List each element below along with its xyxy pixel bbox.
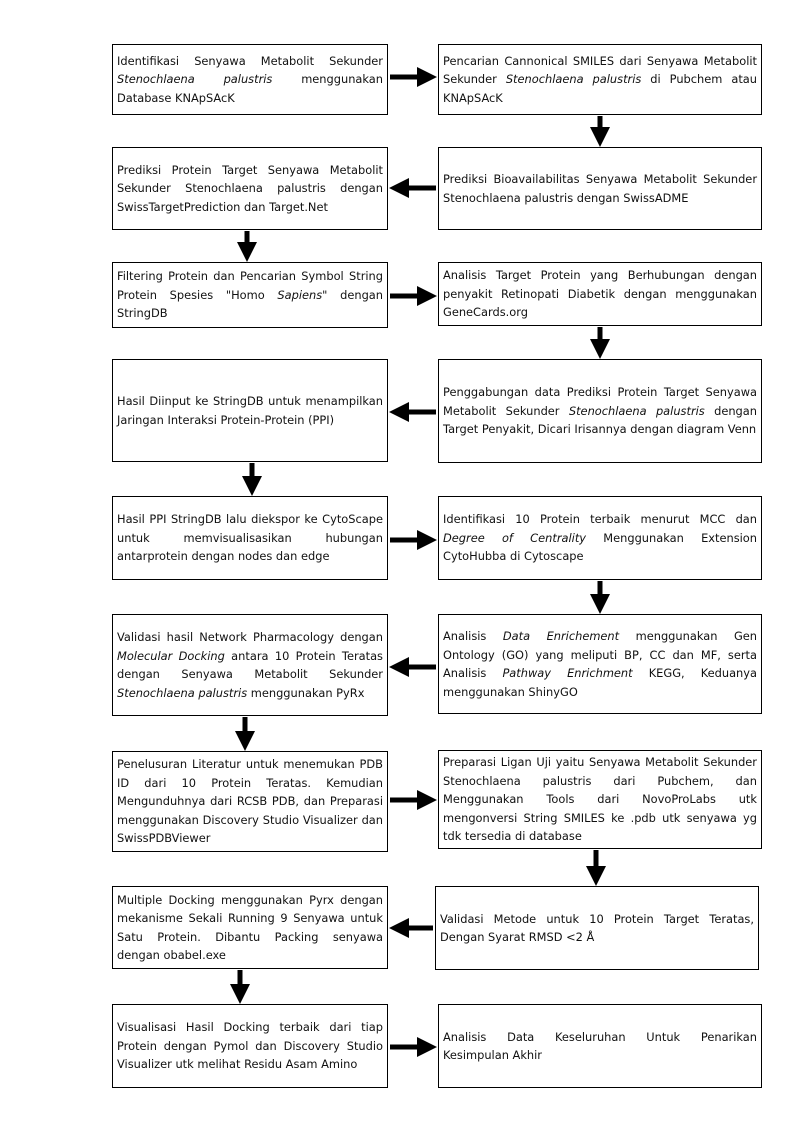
step-segment: Validasi hasil Network Pharmacology dengan [117, 630, 383, 644]
step-segment: Molecular Docking [117, 648, 225, 663]
step-segment: " dengan StringDB [117, 287, 384, 321]
step-segment: Visualisasi Hasil Docking terbaik dari tiap Protein dengan Pymol dan Discovery Studio Visualizer utk melihat Residu Asam Amino [117, 1020, 383, 1072]
step-segment: Stenochlaena palustris [117, 685, 248, 700]
step-segment: Prediksi Protein Target Senyawa Metabolit Sekunder Stenochlaena palustris dengan SwissTargetPrediction dan Target.Net [117, 162, 383, 214]
step-segment: Pencarian Cannonical SMILES dari Senyawa Metabolit Sekunder [443, 53, 757, 87]
step-segment: dengan Target Penyakit, Dicari Irisannya dengan diagram Venn [443, 403, 757, 437]
step-segment: menggunakan Database KNApSAcK [117, 72, 384, 105]
step-segment: Analisis Data Keseluruhan Untuk Penarikan Kesimpulan Akhir [443, 1029, 757, 1062]
step-segment: menggunakan Gen Ontology (GO) yang meliputi BP, CC dan MF, serta Analisis [443, 629, 757, 680]
step-segment: Stenochlaena palustris [505, 72, 642, 87]
step-segment: Analisis [443, 629, 503, 643]
step-segment: Hasil Diinput ke StringDB untuk menampilkan Jaringan Interaksi Protein-Protein (PPI) [117, 394, 383, 427]
step-segment: antara 10 Protein Teratas dengan Senyawa Metabolit Sekunder [117, 648, 383, 681]
step-segment: Preparasi Ligan Uji yaitu Senyawa Metabolit Sekunder Stenochlaena palustris dari Pubchem, dan Menggunakan Tools dari NovoProLabs utk mengonversi String SMILES ke .pdb utk senyawa yg tdk tersedia di database [443, 755, 757, 844]
step-segment: Hasil PPI StringDB lalu diekspor ke CytoScape untuk memvisualisasikan hubungan antarprotein dengan nodes dan edge [117, 512, 383, 564]
step-segment: Data Enrichement [502, 629, 620, 643]
step-segment: Pathway Enrichment [502, 666, 633, 680]
step-segment: Sapiens [277, 287, 323, 302]
step-segment: di Pubchem atau KNApSAcK [443, 72, 757, 105]
step-segment: KEGG, Keduanya menggunakan ShinyGO [443, 666, 757, 699]
step-segment: Identifikasi 10 Protein terbaik menurut MCC dan [443, 512, 757, 527]
step-segment: Prediksi Bioavailabilitas Senyawa Metabolit Sekunder Stenochlaena palustris dengan SwissADME [443, 172, 757, 205]
step-segment: Identifikasi Senyawa Metabolit Sekunder [117, 53, 383, 68]
step-segment: Penggabungan data Prediksi Protein Target Senyawa Metabolit Sekunder [443, 385, 757, 418]
step-segment: menggunakan PyRx [247, 685, 365, 700]
step-segment: Filtering Protein dan Pencarian Symbol String Protein Spesies "Homo [117, 269, 383, 302]
step-segment: Analisis Target Protein yang Berhubungan dengan penyakit Retinopati Diabetik dengan menggunakan GeneCards.org [443, 268, 757, 320]
step-segment: Stenochlaena palustris [117, 72, 273, 87]
step-segment: Stenochlaena palustris [568, 403, 705, 418]
step-segment: Degree of Centrality [443, 530, 587, 545]
step-segment: Validasi Metode untuk 10 Protein Target Teratas, Dengan Syarat RMSD <2 Å [440, 911, 754, 944]
step-segment: Penelusuran Literatur untuk menemukan PDB ID dari 10 Protein Teratas. Kemudian Mengunduhnya dari RCSB PDB, dan Preparasi menggunakan Discovery Studio Visualizer dan SwissPDBViewer [117, 757, 383, 846]
step-segment: Menggunakan Extension CytoHubba di Cytoscape [443, 530, 757, 564]
step-segment: Multiple Docking menggunakan Pyrx dengan mekanisme Sekali Running 9 Senyawa untuk Satu Protein. Dibantu Packing senyawa dengan obabel.exe [117, 892, 383, 962]
